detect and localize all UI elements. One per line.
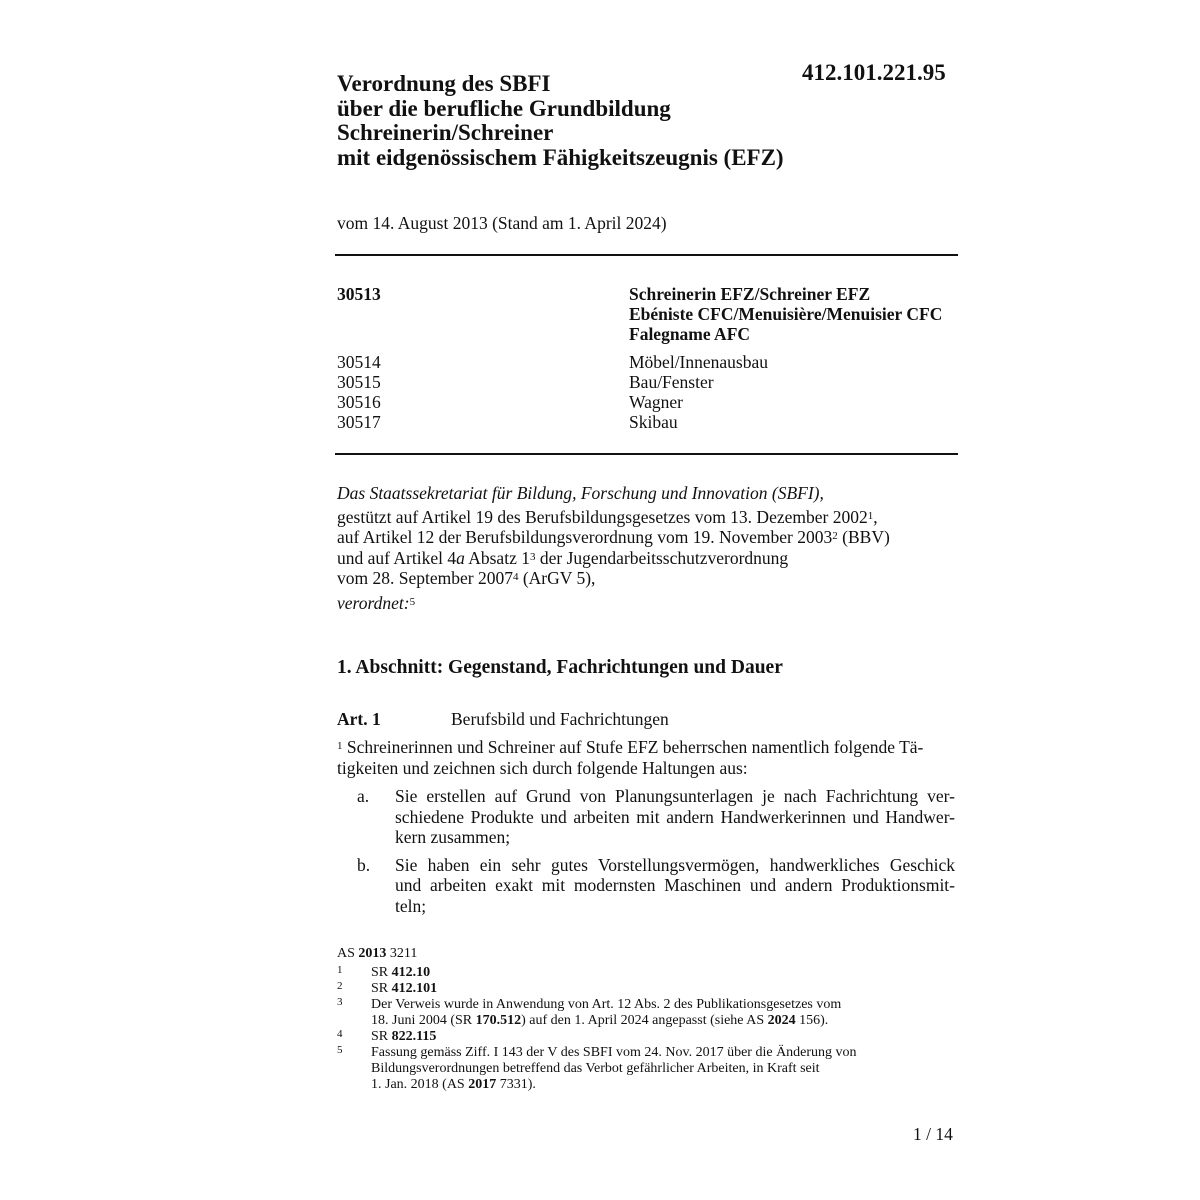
preamble-line: gestützt auf Artikel 19 des Berufsbildungsgesetzes vom 13. Dezember 2002$^1$, (337, 506, 878, 527)
section-heading: 1. Abschnitt: Gegenstand, Fachrichtungen und Dauer (337, 657, 783, 678)
preamble-intro: Das Staatssekretariat für Bildung, Forschung und Innovation (SBFI), (337, 483, 824, 503)
profession-code: 30513 (337, 284, 381, 304)
footnote-ref[interactable]: 1 (867, 509, 874, 522)
preamble-line: vom 28. September 2007$^4$ (ArGV 5), (337, 568, 596, 588)
specialization-name: Möbel/Innenausbau (629, 352, 768, 372)
list-line: kern zusammen; (395, 827, 511, 847)
article-number: Art. 1 (337, 709, 381, 729)
profession-name: Falegname AFC (629, 324, 751, 344)
footnote-number: 2 (337, 980, 343, 992)
sr-number: 412.101.221.95 (802, 60, 946, 85)
footnote: 3 Der Verweis wurde in Anwendung von Art. 12 Abs. 2 des Publikationsgesetzes vom 18. Juni 2004 (SR 170.512) auf den 1. April 2024 angepasst (siehe AS 2024 156). (337, 996, 842, 1028)
article-paragraph (337, 737, 955, 778)
title-line: Schreinerin/Schreiner (337, 120, 554, 145)
footnote-ref[interactable]: 5 (409, 595, 416, 608)
list-line: Sie erstellen auf Grund von Planungsunterlagen je nach Fachrichtung ver- (395, 786, 955, 806)
article-list (337, 786, 955, 923)
divider (335, 254, 958, 256)
list-line: und arbeiten exakt mit modernsten Maschinen und andern Produktionsmit- (395, 875, 955, 895)
footnote-number: 1 (337, 964, 343, 976)
preamble (337, 483, 957, 613)
specialization-code: 30516 (337, 392, 381, 412)
footnote-source: AS 2013 3211 (337, 946, 418, 961)
title-line: mit eidgenössischem Fähigkeitszeugnis (EFZ) (337, 144, 784, 170)
table-row (337, 284, 958, 304)
article-title: Berufsbild und Fachrichtungen (451, 709, 669, 729)
list-line: schiedene Produkte und arbeiten mit andern Handwerkerinnen und Handwer- (395, 806, 955, 827)
specialization-name: Bau/Fenster (629, 372, 714, 392)
footnote-number: 5 (337, 1044, 343, 1056)
page-number: 1 / 14 (913, 1124, 953, 1144)
table-row (337, 372, 958, 392)
preamble-verordnet: verordnet:$^5$ (337, 592, 416, 613)
profession-table (337, 284, 958, 432)
specialization-name: Wagner (629, 392, 683, 412)
table-row (337, 412, 958, 432)
footnote: 1 SR 412.10 (337, 964, 431, 980)
preamble-line: und auf Artikel 4a Absatz $1^3$ der Jugendarbeitsschutzverordnung (337, 547, 789, 568)
date-line: vom 14. August 2013 (Stand am 1. April 2024) (337, 213, 667, 233)
page-title (337, 72, 817, 170)
title-line: über die berufliche Grundbildung (337, 95, 671, 121)
list-line: Sie haben ein sehr gutes Vorstellungsvermögen, handwerkliches Geschick (395, 854, 955, 875)
profession-name: Schreinerin EFZ/Schreiner EFZ (629, 284, 871, 304)
list-item (337, 855, 955, 917)
table-row (337, 304, 958, 324)
list-letter: b. (357, 854, 371, 875)
footnote-number: 4 (337, 1028, 343, 1040)
title-line: Verordnung des SBFI (337, 71, 551, 96)
profession-name: Ebéniste CFC/Menuisière/Menuisier CFC (629, 304, 943, 324)
preamble-line: auf Artikel 12 der Berufsbildungsverordnung vom 19. November 2003$^2$ (BBV) (337, 527, 890, 547)
footnote-ref[interactable]: 3 (529, 550, 536, 563)
specialization-code: 30514 (337, 352, 381, 372)
specialization-code: 30517 (337, 412, 381, 432)
paragraph-number: 1 (337, 740, 343, 752)
table-row (337, 352, 958, 372)
list-letter: a. (357, 786, 370, 806)
footnote: 2 SR 412.101 (337, 980, 438, 996)
table-row (337, 324, 958, 344)
specialization-code: 30515 (337, 372, 381, 392)
paragraph-line: tigkeiten und zeichnen sich durch folgende Haltungen aus: (337, 757, 748, 778)
specialization-name: Skibau (629, 412, 678, 432)
footnote-ref[interactable]: 2 (832, 530, 838, 542)
footnote: 5 Fassung gemäss Ziff. I 143 der V des SBFI vom 24. Nov. 2017 über die Änderung von Bildungsverordnungen betreffend das Verbot gefährlicher Arbeiten, in Kraft seit 1. Jan. 2018 (AS 2017 7331). (337, 1044, 857, 1092)
list-item (337, 786, 955, 848)
footnotes (337, 965, 957, 1093)
footnote: 4 SR 822.115 (337, 1028, 437, 1044)
table-row (337, 392, 958, 412)
divider (335, 453, 958, 455)
paragraph-line: $^1$ Schreinerinnen und Schreiner auf Stufe EFZ beherrschen namentlich folgende Tä- (337, 737, 924, 757)
footnote-number: 3 (337, 996, 343, 1008)
list-line: teln; (395, 895, 427, 916)
footnote-ref[interactable]: 4 (512, 571, 519, 583)
